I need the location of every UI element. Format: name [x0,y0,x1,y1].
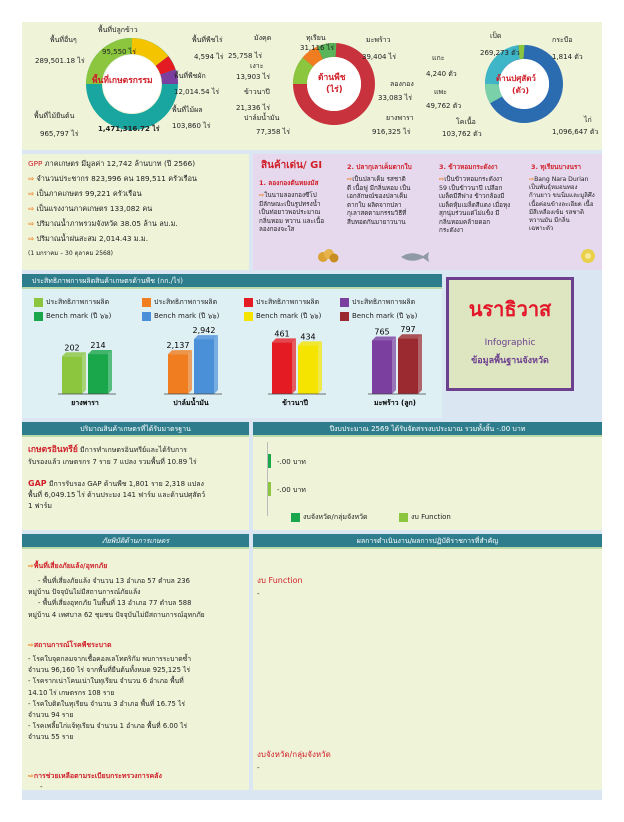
chart-bar [62,352,86,394]
product-line: เอกลักษณ์ของปลาเค็ม [347,193,408,200]
agri-value-rice: 95,550 ไร่ [102,48,136,56]
product-line: เมล็ดมีสีฟาง ข้าวกล้องมี [439,193,505,200]
standards-title: ปริมาณสินค้าเกษตรที่ได้รับมาตรฐาน [22,422,249,437]
legend-swatch [291,513,300,522]
gpp-line [28,160,195,168]
product-line: เป็นข้าวหอมกระดังงา [444,176,503,183]
standards-panel [22,422,249,530]
gap-line: พื้นที่ 6,049.15 ไร่ ด้านประมง 141 ฟาร์ม และด้านปศุสัตว์ [28,491,206,500]
chart-category-label: มะพร้าว (ลูก) [374,399,416,407]
livestock-center-label: ด้านปศุสัตว์ [496,74,536,83]
stat-text: จำนวนประชากร 823,996 คน 189,511 ครัวเรือน [36,174,197,183]
chart-value-label: 214 [90,341,106,351]
legend-label: Bench mark (ปี ๖๖) [256,312,322,320]
product-line: กุเลาสดตามกรรมวิธีที่ [347,210,407,217]
efficiency-title: ประสิทธิภาพการผลิตสินค้าเกษตรด้านพืช (กก./ไร่) [22,274,442,289]
crops-value-durian: 31,116 ไร่ [300,44,334,52]
chart-bar [398,334,422,394]
product-line: ตากใบ ผลิตจากปลา [347,201,402,209]
arrow-icon: ⇨ [259,192,265,199]
stat-text: ปริมาณน้ำภาพรวมจังหวัด 38.05 ล้าน ลบ.ม. [36,219,178,228]
crops-label-rice: ข้าวนาปี [244,88,270,96]
pest-line: 14.10 ไร่ เกษตรกร 108 ราย [28,688,115,697]
risk-title [28,562,107,570]
legend-label: ประสิทธิภาพการผลิต [352,298,416,306]
legend-swatch [340,298,349,307]
product-2-body [347,176,410,227]
product-line: ดี เนื้อฟู มีกลิ่นหอม เป็น [347,184,411,192]
product-3-body [439,176,510,236]
product-line: ก้านยาว ขนนิ่มและมูลิศึง [529,192,595,200]
arrow-icon: ⇨ [439,176,445,183]
crops-donut [284,34,384,134]
livestock-value-goat: 49,762 ตัว [426,102,462,110]
legend-label: งบจังหวัด/กลุ่มจังหวัด [303,513,368,521]
stat-line-population [28,175,197,183]
product-line: เป็นพันธุ์หมอนทอง [529,184,578,192]
legend-swatch [244,312,253,321]
stat-note: (1 มกราคม – 30 ตุลาคม 2568) [28,250,113,257]
infographic-subtitle: Infographic [484,338,536,348]
area-overview-panel [22,22,602,150]
results-title: ผลการดำเนินงาน/ผลการปฏิบัติราชการที่สำคัญ [253,534,602,549]
product-line: กลิ่นหอม หวาน และเนื้อ [259,217,325,225]
legend-item [34,311,111,322]
agri-label-veg: พื้นที่พืชผัก [174,72,206,80]
products-panel [253,154,602,270]
budget-bar-function-label: -.00 บาท [277,486,306,494]
chart-bar [272,338,296,394]
chart-value-label: 202 [64,343,80,353]
arrow-icon: ⇨ [28,189,35,198]
legend-swatch [142,312,151,321]
livestock-center-unit: (ตัว) [512,86,529,95]
risk-line: - พื้นที่เสี่ยงภัยแล้ง จำนวน 13 อำเภอ 57 ตำบล 236 [38,577,190,585]
stat-line-households [28,190,142,198]
legend-item [340,311,417,322]
product-1-body [259,192,324,235]
arrow-icon: ⇨ [28,234,35,243]
agri-value-other: 289,501.18 ไร่ [35,57,85,65]
legend-label: ประสิทธิภาพการผลิต [46,298,110,306]
crops-label-durian: ทุเรียน [306,34,326,42]
product-line: Bang Nara Durian [534,176,589,183]
results-function-title: งบ Function [257,576,303,585]
arrow-icon: ⇨ [347,176,353,183]
product-line: สืบทอดกันมายาวนาน [347,218,406,226]
product-line: มีลักษณะเป็นรูปทรงน้ำ [259,200,321,208]
gpp-text: ภาคเกษตร มีมูลค่า 12,742 ล้านบาท (ปี 2566) [44,159,196,168]
arrow-icon: ⇨ [28,772,34,780]
pest-line: - โรคใบติดในทุเรียน จำนวน 3 อำเภอ พื้นที่ 16.75 ไร่ [28,699,186,708]
agri-value-veg: 12,014.54 ไร่ [174,88,220,96]
chart-value-label: 797 [400,325,416,335]
agri-area-center-value: 1,471,316.72 ไร่ [98,125,160,133]
budget-bar-province [268,454,271,468]
arrow-icon: ⇨ [28,204,35,213]
legend-label: ประสิทธิภาพการผลิต [256,298,320,306]
crops-label-palm: ปาล์มน้ำมัน [244,114,280,122]
legend-item [244,311,321,322]
product-line: สุกนุ่มร่วนแต่ไม่แข็ง มี [439,210,500,217]
product-4-body [529,176,595,234]
product-line: เป็นปลาเค็ม รสชาติ [352,176,406,183]
budget-legend-province [291,512,368,523]
product-line: เป็นท่อยาวพอประมาณ [259,209,321,216]
crops-value-mangosteen: 25,758 ไร่ [228,52,262,60]
crops-value-rambutan: 13,903 ไร่ [236,73,270,81]
organic-label: เกษตรอินทรีย์ [28,445,78,455]
agri-value-field: 4,594 ไร่ [194,53,224,61]
stat-line-rain [28,235,148,243]
legend-swatch [142,298,151,307]
crops-center-unit: (ไร่) [326,85,343,95]
chart-bar [88,350,112,394]
risk-title-text: พื้นที่เสี่ยงภัยแล้ง/อุทกภัย [33,562,108,570]
product-line: เนื้อค่อนข้างละเอียด เนื้อ [529,200,594,208]
livestock-label-sheep: แกะ [432,54,445,62]
longkong-fruit-icon [317,246,339,264]
infographic-title-box [446,277,574,391]
chart-value-label: 461 [274,329,290,339]
crops-label-mangosteen: มังคุด [254,34,272,42]
product-4-title: 3. ทุเรียนบางนรา [531,163,582,171]
crops-label-rambutan: เงาะ [250,62,264,70]
results-function-value: - [257,590,260,598]
product-3-title: 3. ข้าวหอมกระดังงา [439,163,498,171]
chart-value-label: 2,942 [192,326,216,336]
legend-label: Bench mark (ปี ๖๖) [46,312,112,320]
legend-item [244,297,319,308]
livestock-label-goat: แพะ [434,88,447,96]
chart-bar [194,335,218,394]
gap-line: 1 ฟาร์ม [28,502,52,511]
help-title-text: การช่วยเหลือตามระเบียบกระทรวงการคลัง [33,772,162,780]
crops-label-rubber: ยางพารา [386,114,414,122]
product-line: มีสีเหลืองเข้ม รสชาติ [529,208,584,216]
legend-item [142,297,217,308]
livestock-value-sheep: 4,240 ตัว [426,70,457,78]
crops-center-label: ด้านพืช [318,73,346,83]
product-line: ลองกองจะใส [259,226,295,233]
legend-swatch [34,312,43,321]
livestock-label-buffalo: กระบือ [552,36,573,44]
infographic-caption: ข้อมูลพื้นฐานจังหวัด [471,356,549,366]
arrow-icon: ⇨ [28,641,34,649]
crops-value-palm: 77,358 ไร่ [256,128,290,136]
results-province-value: - [257,764,260,772]
chart-value-label: 765 [374,327,390,337]
legend-item [340,297,415,308]
budget-bar-province-label: -.00 บาท [277,458,306,466]
pest-title-text: สถานการณ์โรคพืชระบาด [33,641,112,649]
crops-value-rice: 21,336 ไร่ [236,104,270,112]
help-value: - [40,783,43,790]
chart-bar [168,350,192,394]
chart-category-label: ข้าวนาปี [282,399,308,407]
budget-legend-function [399,512,451,523]
agri-value-fruit: 103,860 ไร่ [172,122,211,130]
livestock-value-buffalo: 1,814 ตัว [552,53,583,61]
pest-line: - โรคเพลี้ยไก่แจ้ทุเรียน จำนวน 1 อำเภอ พื้นที่ 6.00 ไร่ [28,722,188,731]
disaster-panel [22,534,249,790]
products-title: สินค้าเด่น/ GI [261,160,323,171]
arrow-icon: ⇨ [28,219,35,228]
legend-swatch [34,298,43,307]
province-title: นราธิวาส [468,297,552,321]
chart-value-label: 434 [300,332,316,342]
product-line: หวานมัน มีกลิ่น [529,217,570,225]
disaster-title: ภัยพิบัติด้านการเกษตร [22,534,249,549]
product-line: 59 เป็นข้าวนาปี เปลือก [439,184,503,192]
product-line: ในนามลองกองซีโป [264,192,317,199]
organic-text [28,444,197,468]
stat-line-labor [28,205,152,213]
agri-value-perennial: 965,797 ไร่ [40,130,79,138]
infographic-page [22,22,602,800]
crops-value-coconut: 39,404 ไร่ [362,53,396,61]
legend-label: ประสิทธิภาพการผลิต [154,298,218,306]
chart-bar [372,336,396,394]
chart-category-label: ยางพารา [71,399,99,407]
organic-line: รับรองแล้ว เกษตรกร 7 ราย 7 แปลง รวมพื้นที่ 10.89 ไร่ [28,458,197,467]
agri-label-perennial: พื้นที่ไม้ยืนต้น [34,112,75,120]
risk-body [28,576,205,621]
agri-label-other: พื้นที่อื่นๆ [50,36,77,44]
efficiency-panel [22,274,442,418]
agri-label-fruit: พื้นที่ไม้ผล [172,106,203,114]
livestock-value-duck: 269,273 ตัว [480,49,520,57]
crops-value-rubber: 916,325 ไร่ [372,128,411,136]
product-2-title: 2. ปลากุเลาเค็มตากใบ [347,163,412,171]
livestock-label-chicken: ไก่ [584,116,592,124]
organic-line: มีการทำเกษตรอินทรีย์และได้รับการ [77,446,187,454]
product-line: เมล็ดหุ้มเมล็ดสีแดง เมื่อหุง [439,201,511,209]
arrow-icon: ⇨ [28,174,35,183]
arrow-icon: ⇨ [529,176,535,183]
budget-title: ปีงบประมาณ 2569 ได้รับจัดสรรงบประมาณ รวมทั้งสิ้น -.00 บาท [253,422,602,437]
risk-line: หมู่บ้าน ปัจจุบันไม่มีสถานการณ์ภัยแล้ง [28,588,141,597]
pest-body [28,654,191,744]
chart-category-label: ปาล์มน้ำมัน [173,399,209,407]
crops-label-longkong: ลองกอง [390,80,414,88]
product-line: กระดังงา [439,227,464,234]
stats-panel [22,154,249,270]
durian-icon [579,246,597,264]
gap-text [28,478,205,512]
stat-line-water [28,220,178,228]
risk-line: หมู่บ้าน 4 เทศบาล 62 ชุมชน ปัจจุบันไม่มีสถานการณ์อุทกภัย [28,610,205,619]
legend-label: งบ Function [411,513,451,521]
legend-label: Bench mark (ปี ๖๖) [154,312,220,320]
budget-panel [253,422,602,530]
gpp-label: GPP [28,159,43,168]
pest-title [28,641,112,649]
gap-label: GAP [28,479,47,488]
crops-label-coconut: มะพร้าว [366,36,391,44]
livestock-label-cattle: โคเนื้อ [456,118,476,126]
stat-text: ปริมาณน้ำฝนสะสม 2,014.43 ม.ม. [36,234,149,243]
crops-value-longkong: 33,083 ไร่ [378,94,412,102]
arrow-icon: ⇨ [28,562,34,570]
stat-text: เป็นแรงงานภาคเกษตร 133,082 คน [36,204,153,213]
pest-line: - โรคใบจุดกลมจากเชื้อคอลเลโทตริกัม พบการระบาดซ้ำ [28,655,192,663]
pest-line: - โรครากเน่าโคนเน่าในทุเรียน จำนวน 6 อำเภอ พื้นที่ [28,677,184,686]
budget-bar-function [268,482,271,496]
livestock-value-cattle: 103,762 ตัว [442,130,482,138]
legend-swatch [244,298,253,307]
help-title [28,772,162,780]
results-province-title: งบจังหวัด/กลุ่มจังหวัด [257,750,331,759]
product-line: เฉพาะตัว [529,225,554,233]
legend-swatch [340,312,349,321]
efficiency-bar-chart [22,324,442,418]
legend-swatch [399,513,408,522]
agri-area-center-label: พื้นที่เกษตรกรรม [92,76,153,86]
risk-line: - พื้นที่เสี่ยงอุทกภัย ในพื้นที่ 13 อำเภอ 77 ตำบล 588 [38,599,192,608]
agri-label-rice: พื้นที่ปลูกข้าว [98,26,138,34]
results-panel [253,534,602,790]
agri-label-field: พื้นที่พืชไร่ [192,36,223,44]
legend-item [142,311,219,322]
livestock-label-duck: เป็ด [490,32,502,40]
product-line: กลิ่นหอมคล้ายดอก [439,218,491,226]
gap-line: มีการรับรอง GAP ด้านพืช 1,801 ราย 2,318 แปลง [46,480,204,488]
chart-bar [298,341,322,394]
livestock-value-chicken: 1,096,647 ตัว [552,128,599,136]
chart-value-label: 2,137 [166,341,190,351]
fish-icon [399,250,431,264]
stat-text: เป็นภาคเกษตร 99,221 ครัวเรือน [36,189,142,198]
product-1-title: 1. ลองกองตันหยงมัส [259,179,319,187]
legend-item [34,297,109,308]
pest-line: จำนวน 96,160 ไร่ จากพื้นที่ยืนต้นทั้งหมด 925,125 ไร่ [28,666,191,675]
pest-line: จำนวน 55 ราย [28,733,74,742]
legend-label: Bench mark (ปี ๖๖) [352,312,418,320]
pest-line: จำนวน 94 ราย [28,711,74,720]
